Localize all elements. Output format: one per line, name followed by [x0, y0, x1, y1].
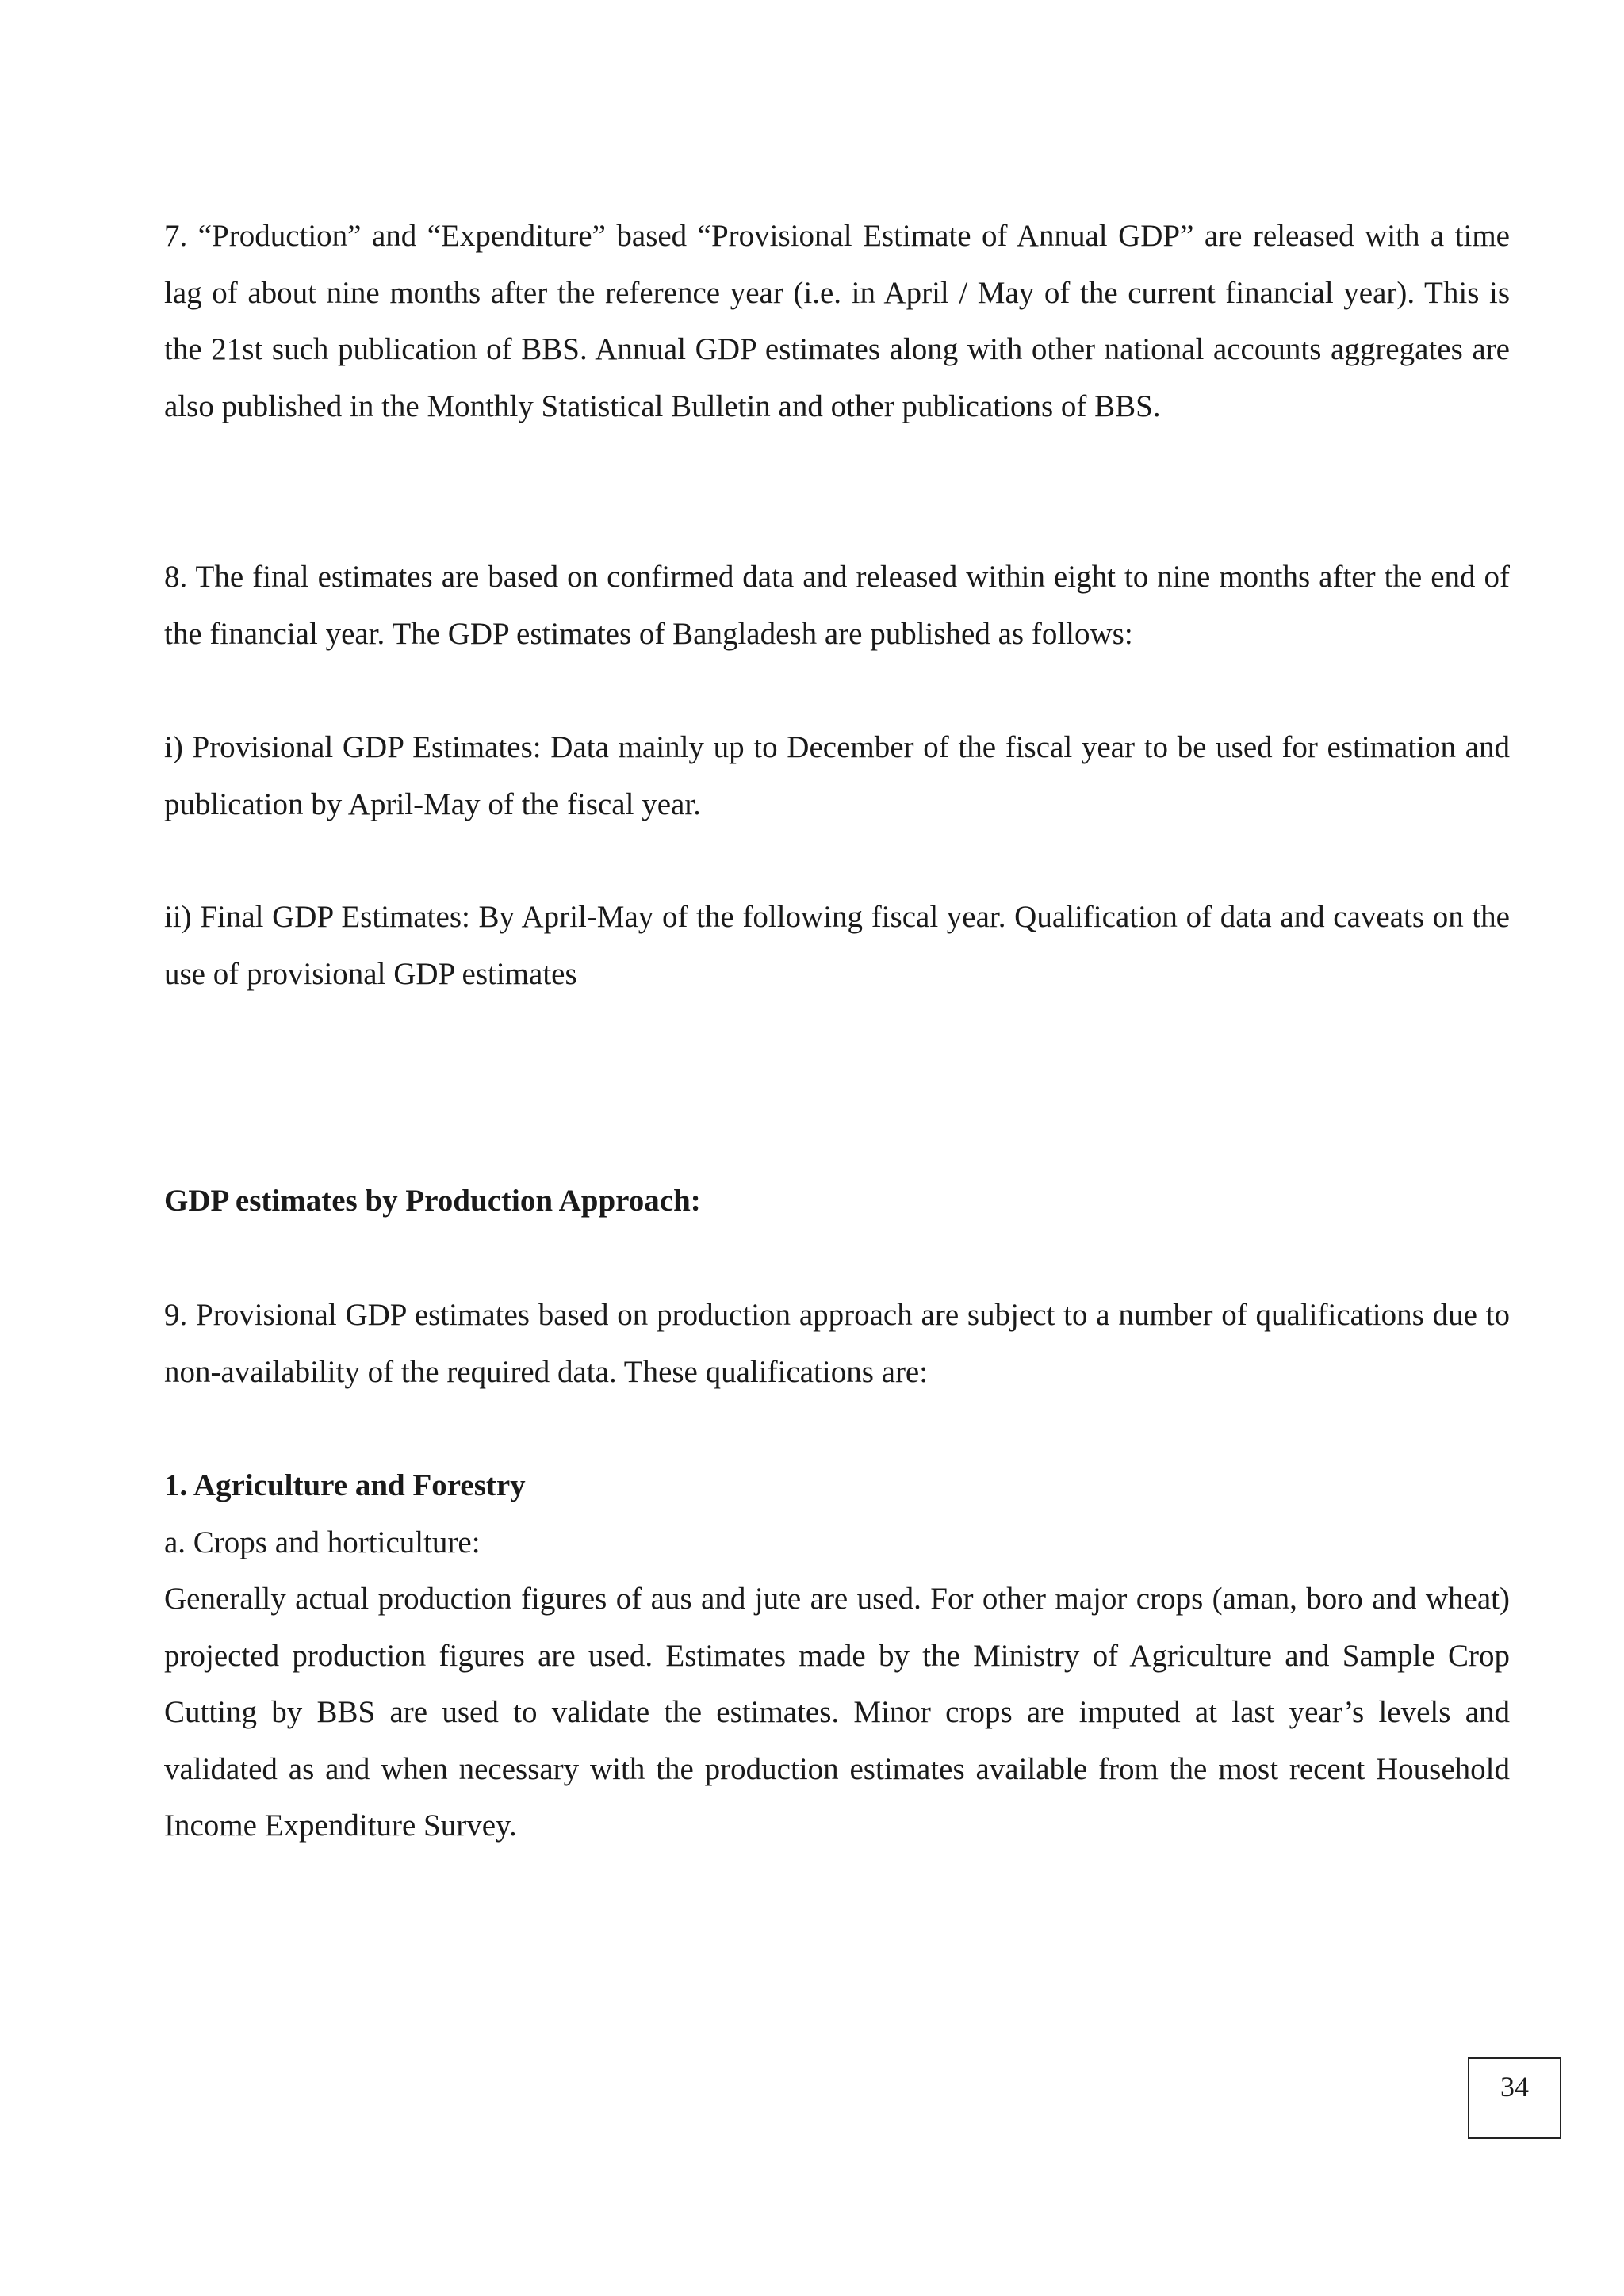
paragraph-9: 9. Provisional GDP estimates based on production approach are subject to a number of qualifications due to non-availability of the required data. These qualifications are: [164, 1298, 1510, 1389]
subheading-crops-horticulture: a. Crops and horticulture: [164, 1525, 481, 1559]
item-ii-final-estimates: ii) Final GDP Estimates: By April-May of the following fiscal year. Qualification of data and caveats on the use of provisional GDP estimates [164, 900, 1510, 991]
item-i-provisional-estimates: i) Provisional GDP Estimates: Data mainly up to December of the fiscal year to be used for estimation and publication by April-May of the fiscal year. [164, 730, 1510, 821]
paragraph-crops: Generally actual production figures of aus and jute are used. For other major crops (aman, boro and wheat) projected production figures are used. Estimates made by the Ministry of Agriculture and Sample Crop Cutting by BBS are used to validate the estimates. Minor crops are imputed at last year’s levels and validated as and when necessary with the production estimates available from the most recent Household Income Expenditure Survey. [164, 1582, 1510, 1843]
page-number: 34 [1468, 2057, 1561, 2139]
heading-agriculture-forestry: 1. Agriculture and Forestry [164, 1468, 526, 1502]
paragraph-8: 8. The final estimates are based on confirmed data and released within eight to nine months after the end of the financial year. The GDP estimates of Bangladesh are published as follows: [164, 560, 1510, 651]
paragraph-7: 7. “Production” and “Expenditure” based “Provisional Estimate of Annual GDP” are released with a time lag of about nine months after the reference year (i.e. in April / May of the current financial year). This is the 21st such publication of BBS. Annual GDP estimates along with other national accounts aggregates are also published in the Monthly Statistical Bulletin and other publications of BBS. [164, 219, 1510, 423]
heading-production-approach: GDP estimates by Production Approach: [164, 1184, 701, 1218]
